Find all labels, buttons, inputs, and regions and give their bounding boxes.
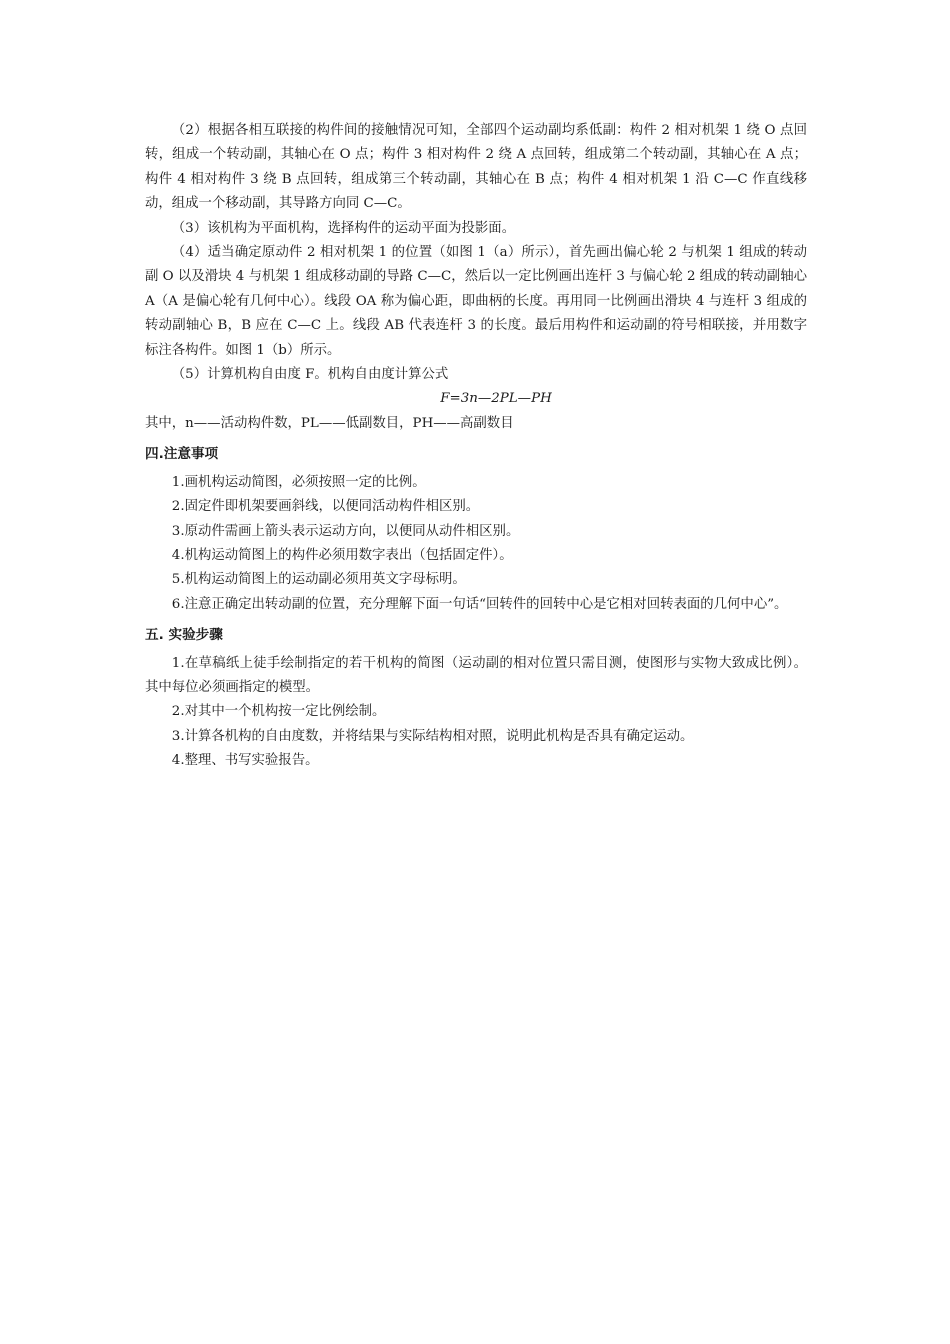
precaution-item: 6.注意正确定出转动副的位置，充分理解下面一句话“回转件的回转中心是它相对回转表面的几何中心”。 — [171, 596, 788, 612]
precaution-item: 4.机构运动简图上的构件必须用数字表出（包括固定件）。 — [171, 547, 513, 563]
paragraph-kinematic-pairs: （2）根据各相互联接的构件间的接触情况可知，全部四个运动副均系低副：构件 2 相对机架 1 绕 O 点回转，组成一个转动副，其轴心在 O 点；构件 3 相对构件 2 绕 A 点回转，组成第二个转动副，其轴心在 A 点；构件 4 相对构件 3 绕 B 点回转，组成第三个转动副，其轴心在 B 点；构件 4 相对机架 1 沿 C—C 作直线移动，组成一个移动副，其导路方向同 C—C。 — [145, 123, 807, 212]
step-item: 4.整理、书写实验报告。 — [171, 753, 319, 769]
paragraph-projection-plane: （3）该机构为平面机构，选择构件的运动平面为投影面。 — [171, 220, 516, 236]
paragraph-dof-intro: （5）计算机构自由度 F。机构自由度计算公式 — [171, 367, 449, 383]
step-item: 2.对其中一个机构按一定比例绘制。 — [171, 704, 386, 720]
step-item: 1.在草稿纸上徒手绘制指定的若干机构的简图（运动副的相对位置只需目测，使图形与实物大致成比例）。其中每位必须画指定的模型。 — [145, 655, 807, 695]
dof-formula: F=3n—2PL—PH — [440, 391, 552, 407]
precaution-item: 5.机构运动简图上的运动副必须用英文字母标明。 — [171, 572, 466, 588]
precaution-item: 2.固定件即机架要画斜线，以便同活动构件相区别。 — [171, 499, 480, 515]
paragraph-drawing-procedure: （4）适当确定原动件 2 相对机架 1 的位置（如图 1（a）所示），首先画出偏心轮 2 与机架 1 组成的转动副 O 以及滑块 4 与机架 1 组成移动副的导路 C—C，然后以一定比例画出连杆 3 与偏心轮 2 组成的转动副轴心 A（A 是偏心轮有几何中心）。线段 OA 称为偏心距，即曲柄的长度。再用同一比例画出滑块 4 与连杆 3 组成的转动副轴心 B，B 应在 C—C 上。线段 AB 代表连杆 3 的长度。最后用构件和运动副的符号相联接，并用数字标注各构件。如图 1（b）所示。 — [145, 245, 807, 358]
precaution-item: 3.原动件需画上箭头表示运动方向，以便同从动件相区别。 — [171, 523, 520, 539]
precaution-item: 1.画机构运动简图，必须按照一定的比例。 — [171, 474, 426, 490]
document-body — [145, 119, 807, 774]
section-heading-precautions: 四.注意事项 — [145, 446, 219, 463]
section-heading-experiment-steps: 五. 实验步骤 — [145, 627, 223, 644]
step-item: 3.计算各机构的自由度数，并将结果与实际结构相对照，说明此机构是否具有确定运动。 — [171, 728, 694, 744]
formula-legend: 其中，n——活动构件数，PL——低副数目，PH——高副数目 — [145, 415, 514, 431]
